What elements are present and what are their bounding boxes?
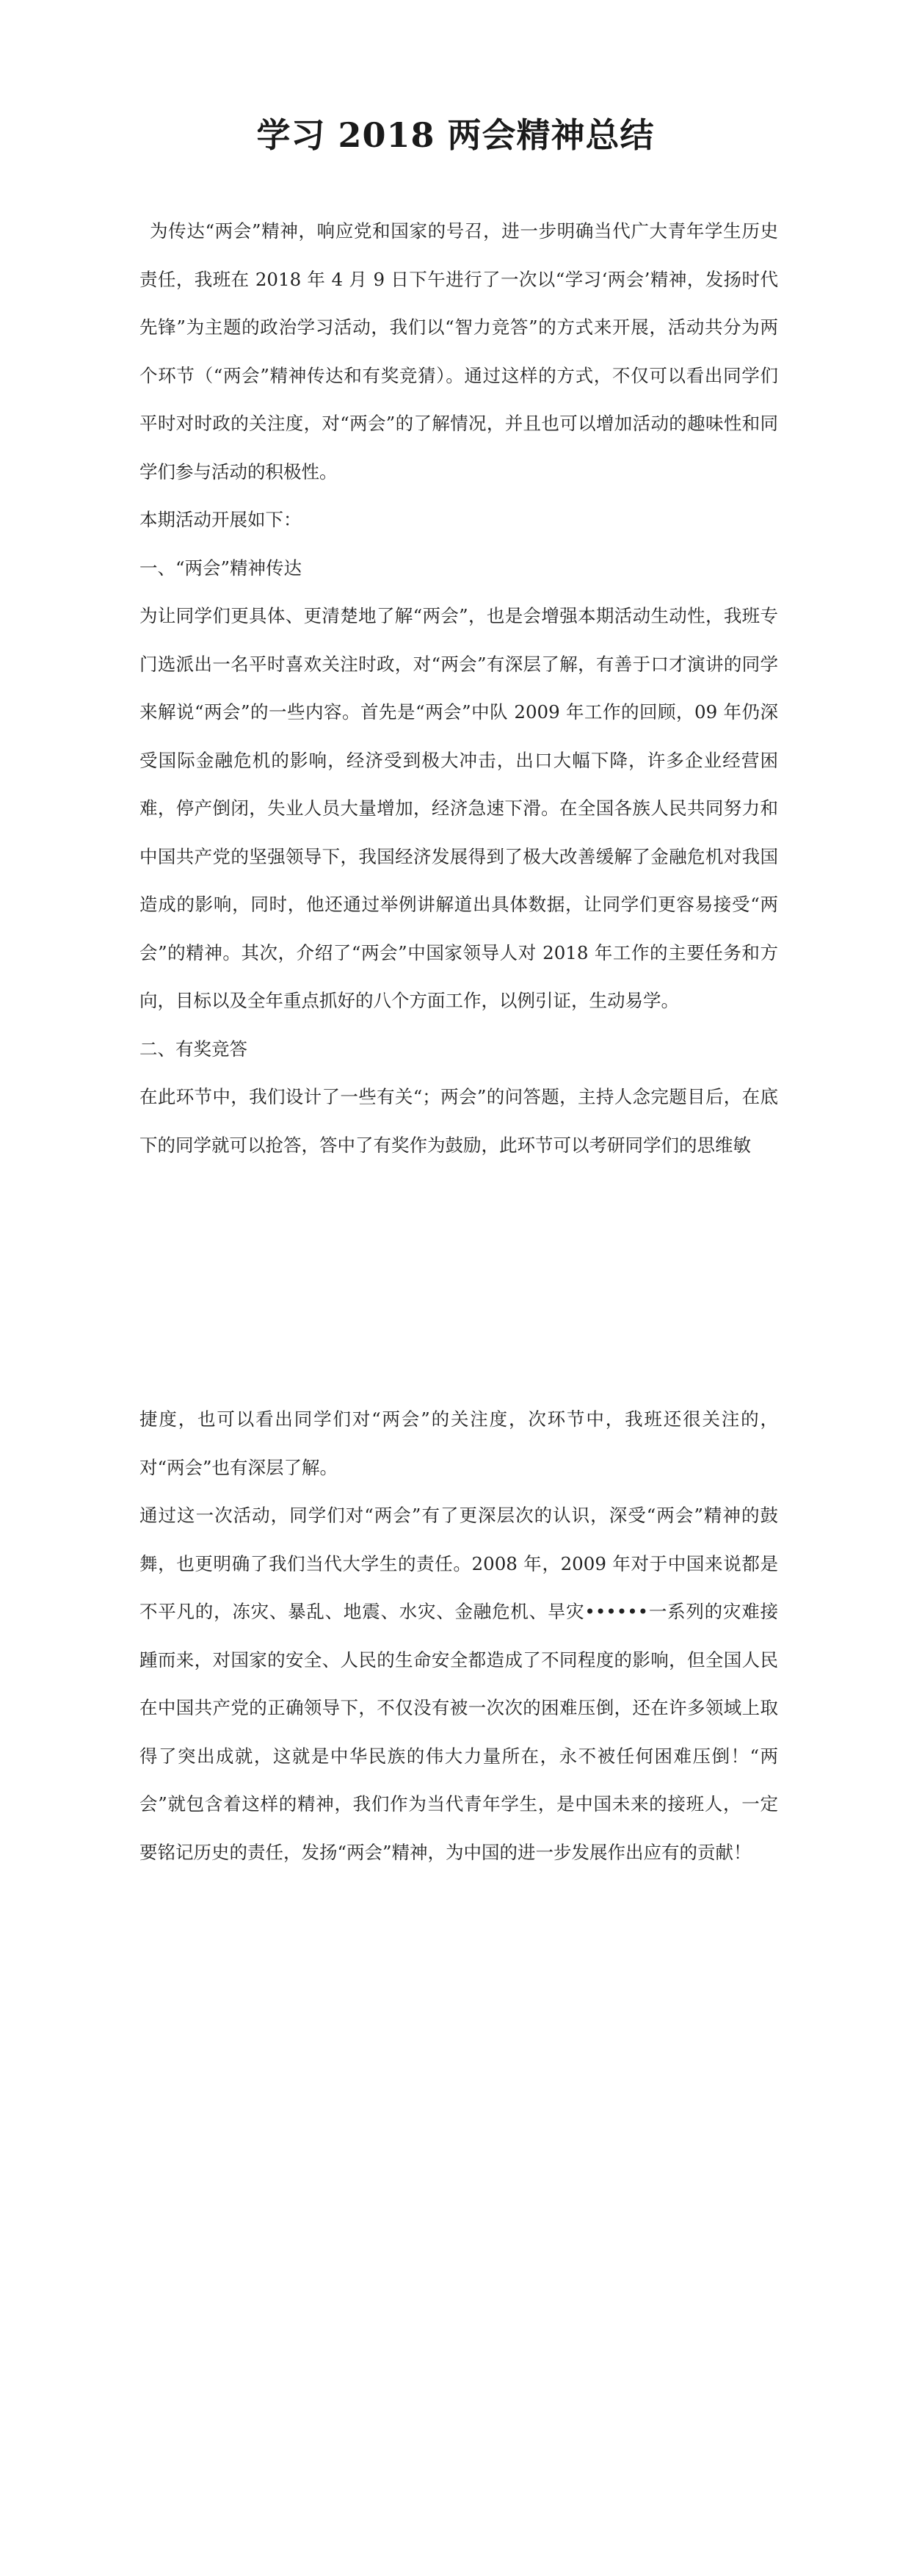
section-1-paragraph: 为让同学们更具体、更清楚地了解“两会”，也是会增强本期活动生动性，我班专门选派出一名平时喜欢关注时政，对“两会”有深层了解，有善于口才演讲的同学来解说“两会”的一些内容。首先是“两会”中队 2009 年工作的回顾，09 年仍深受国际金融危机的影响，经济受到极大冲击，出口大幅下降，许多企业经营困难，停产倒闭，失业人员大量增加，经济急速下滑。在全国各族人民共同努力和中国共产党的坚强领导下，我国经济发展得到了极大改善缓解了金融危机对我国造成的影响，同时，他还通过举例讲解道出具体数据，让同学们更容易接受“两会”的精神。其次，介绍了“两会”中国家领导人对 2018 年工作的主要任务和方向，目标以及全年重点抓好的八个方面工作，以例引证，生动易学。: [139, 605, 778, 1011]
overview-line: 本期活动开展如下：: [139, 509, 302, 530]
section-2-paragraph-continued: 捷度，也可以看出同学们对“两会”的关注度，次环节中，我班还很关注的，对“两会”也有深层了解。: [139, 1408, 778, 1478]
intro-paragraph: 为传达“两会”精神，响应党和国家的号召，进一步明确当代广大青年学生历史责任，我班在 2018 年 4 月 9 日下午进行了一次以“学习‘两会’精神，发扬时代先锋”为主题的政治学习活动，我们以“智力竞答”的方式来开展，活动共分为两个环节（“两会”精神传达和有奖竞猜）。通过这样的方式，不仅可以看出同学们平时对时政的关注度，对“两会”的了解情况，并且也可以增加活动的趣味性和同学们参与活动的积极性。: [139, 220, 778, 482]
conclusion-paragraph: 通过这一次活动，同学们对“两会”有了更深层次的认识，深受“两会”精神的鼓舞，也更明确了我们当代大学生的责任。2008 年，2009 年对于中国来说都是不平凡的，冻灾、暴乱、地震、水灾、金融危机、旱灾••••••一系列的灾难接踵而来，对国家的安全、人民的生命安全都造成了不同程度的影响，但全国人民在中国共产党的正确领导下，不仅没有被一次次的困难压倒，还在许多领域上取得了突出成就，这就是中华民族的伟大力量所在，永不被任何困难压倒！“两会”就包含着这样的精神，我们作为当代青年学生，是中国未来的接班人，一定要铭记历史的责任，发扬“两会”精神，为中国的进一步发展作出应有的贡献！: [139, 1505, 778, 1863]
document-title: 学习 2018 两会精神总结: [256, 115, 655, 155]
section-2-paragraph-start: 在此环节中，我们设计了一些有关“；两会”的问答题，主持人念完题目后，在底下的同学就可以抢答，答中了有奖作为鼓励，此环节可以考研同学们的思维敏: [139, 1086, 778, 1156]
section-1-heading: 一、“两会”精神传达: [139, 557, 302, 579]
document-body-part-1: [139, 207, 778, 1169]
section-2-heading: 二、有奖竞答: [139, 1038, 247, 1060]
document-body-part-2: [139, 1395, 778, 1876]
